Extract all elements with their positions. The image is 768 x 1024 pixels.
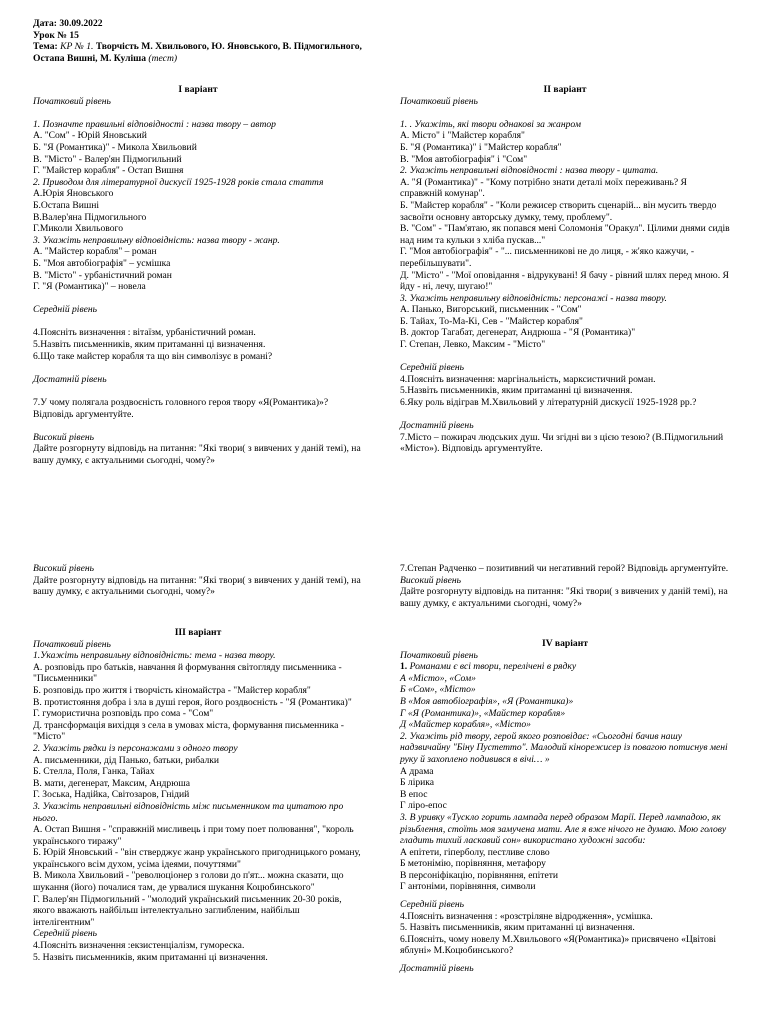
variant-4 <box>400 638 730 975</box>
level-basic: Початковий рівень <box>33 638 111 650</box>
question-6: 6.Що таке майстер корабля та що він символізує в романі? <box>33 350 273 362</box>
option: Г. Валер'ян Підмогильний - "молодий український письменник 20-30 років, якого вважають найбільш інтелектуально заглибленим, найбільш інтелігентним" <box>33 893 342 928</box>
option: В. доктор Тагабат, дегенерат, Андрюша - "Я (Романтика)" <box>400 327 636 339</box>
variant-3 <box>33 627 363 963</box>
option: А епітети, гіперболу, пестливе слово <box>400 846 550 858</box>
topic-line: Тема: КР № 1. Творчість М. Хвильового, Ю. Яновського, В. Підмогильного, Остапа Вишні, М. Куліша (тест) <box>33 41 362 64</box>
question-3: 3. Укажіть неправильну відповідність: персонажі - назва твору. <box>400 292 667 304</box>
level-sufficient: Достатній рівень <box>400 963 474 975</box>
question-7b: 7.Степан Радченко – позитивний чи негативний герой? Відповідь аргументуйте. <box>400 563 729 574</box>
option: Б. Стелла, Поля, Ганка, Тайах <box>33 766 155 778</box>
question-7: 7.Місто – пожирач людських душ. Чи згідні ви з цією тезою? (В.Підмогильний «Місто»). Відповідь аргументуйте. <box>400 431 724 455</box>
question-1: 1. . Укажіть, які твори однакові за жанром <box>400 118 581 130</box>
option: В «Моя автобіографія», «Я (Романтика)» <box>400 695 574 707</box>
lesson-line: Урок № 15 <box>33 29 79 41</box>
option: В. протистояння добра і зла в душі героя, його роздвоєність - "Я (Романтика)" <box>33 696 352 708</box>
option: Б.Остапа Вишні <box>33 199 100 211</box>
option: Г. "Моя автобіографія" - "... письменникові не до лиця, - ж'якo кажучи, - перебільшувати". <box>400 246 695 269</box>
option: А «Місто», «Сом» <box>400 672 476 684</box>
option: В. "Місто" - Валер'ян Підмогильний <box>33 153 182 165</box>
variant-3-title: ІІІ варіант <box>174 627 222 638</box>
variant-4-title: ІV варіант <box>542 638 588 649</box>
level-basic: Початковий рівень <box>33 95 111 107</box>
question-3: 3. Укажіть неправильні відповідність між письменником та цитатою про нього. <box>33 800 344 824</box>
level-sufficient: Достатній рівень <box>33 373 107 385</box>
question-5: 5.Назвіть письменників, яким притаманні ці визначення. <box>400 385 633 397</box>
variant-1 <box>33 84 363 467</box>
question-5: 5. Назвіть письменників, яким притаманні ці визначення. <box>400 922 635 934</box>
option: А.Юрія Яновського <box>33 188 114 200</box>
option: Б. розповідь про життя і творчість кіномайстра - "Майстер корабля" <box>33 684 311 696</box>
question-6: 6.Поясніть, чому новелу М.Хвильового «Я(Романтика)» присвячено «Цвітові яблуні» М.Коцюбинського? <box>400 933 717 957</box>
level-high: Високий рівень <box>33 431 94 443</box>
question-3: 3. Укажіть неправильну відповідність: назва твору - жанр. <box>33 234 280 246</box>
option: В. "Місто" - урбаністичний роман <box>33 269 172 281</box>
option: А. Панько, Вигорський, письменник - "Сом" <box>400 304 582 316</box>
question-2: 2. Укажіть неправильні відповідності : назва твору - цитата. <box>400 165 659 177</box>
level-mid: Середній рівень <box>400 362 465 374</box>
option: Г. Степан, Левко, Максим - "Місто" <box>400 339 546 351</box>
option: Г. Зоська, Надійка, Світозаров, Гнідий <box>33 789 190 801</box>
option: Б лірика <box>400 777 435 789</box>
question-7: 7.У чому полягала роздвоєність головного героя твору «Я(Романтика)»? Відповідь аргументуйте. <box>33 397 329 420</box>
option: Б «Сом», «Місто» <box>400 684 476 696</box>
level-basic: Початковий рівень <box>400 649 478 661</box>
option: А. Місто" і "Майстер корабля" <box>400 130 525 142</box>
option: В. Микола Хвильовий - "революціонер з голови до п'ят... можна сказати, що шукання (його) почалися там, де урвалися шукання Коцюбинського" <box>33 870 344 894</box>
question-5: 5.Назвіть письменників, яким притаманні ці визначення. <box>33 339 266 351</box>
option: Г.Миколи Хвильового <box>33 223 123 235</box>
option: Б. "Я (Романтика)" - Микола Хвильовий <box>33 141 197 153</box>
option: Б. Тайах, То-Ма-Кі, Сев - "Майстер корабля" <box>400 315 583 327</box>
variant-2-title: ІІ варіант <box>543 84 587 95</box>
question-8: Дайте розгорнуту відповідь на питання: "Які твори( з вивчених у даній темі), на вашу думку, є актуальними сьогодні, чому?» <box>33 443 361 466</box>
question-1: 1.Укажіть неправильну відповідність: тема - назва твору. <box>33 650 276 662</box>
question-4: 4.Поясніть визначення : «розстріляне відродження», усмішка. <box>400 910 653 922</box>
question-5: 5. Назвіть письменників, яким притаманні ці визначення. <box>33 951 268 963</box>
level-high: Високий рівень <box>400 574 461 586</box>
level-basic: Початковий рівень <box>400 95 478 107</box>
option: Б. "Майстер корабля" - "Коли режисер створить сценарій... він мусить твердо засвоїти основну авторську думку, тему, проблему". <box>400 199 717 223</box>
option: Г антоніми, порівняння, символи <box>400 881 536 893</box>
question-1: 1. Позначте правильні відповідності : назва твору – автор <box>33 118 276 130</box>
question-3: 3. В уривку «Тускло горить лампада перед образом Марії. Перед лампадою, як різьблення, стоїть моя замучена мати. Але я вже нічого не думаю. Мою голову гладить тихий ласкавий сон» використано художні засоби: <box>400 811 727 847</box>
question-4: 4.Поясніть визначення : вітаїзм, урбаністичний роман. <box>33 327 256 339</box>
option: В. "Сом" - "Пам'ятаю, як попався мені Соломонія "Оракул". Цілими днями сидів над ним та кульки з хліба пускав..." <box>400 223 730 246</box>
option: А. "Сом" - Юрій Яновський <box>33 130 147 142</box>
level-mid: Середній рівень <box>33 304 98 316</box>
option: А. письменники, дід Панько, батьки, рибалки <box>33 754 220 766</box>
option: А. розповідь про батьків, навчання й формування світогляду письменника - "Письменники" <box>33 661 342 685</box>
question-2: 2. Укажіть рядки із персонажами з одного твору <box>33 742 238 754</box>
question-4: 4.Поясніть визначення :екзистенціалізм, гумореска. <box>33 940 245 952</box>
level-high: Високий рівень <box>33 563 94 574</box>
option: В. "Моя автобіографія" і "Сом" <box>400 153 528 165</box>
option: А драма <box>400 765 434 777</box>
option: Б. "Я (Романтика)" і "Майстер корабля" <box>400 141 562 153</box>
variant-2-continued <box>400 563 730 609</box>
option: Б. Юрій Яновський - "він стверджує жанр українського пригодницького роману, українського всім духом, усіма ідеями, почуттями" <box>33 847 361 870</box>
option: Г. "Я (Романтика)" – новела <box>33 281 146 293</box>
variant-2 <box>400 84 730 455</box>
level-mid: Середній рівень <box>400 899 465 911</box>
option: Б метонімію, порівняння, метафору <box>400 858 546 870</box>
option: В епос <box>400 788 428 800</box>
question-6: 6.Яку роль відіграв М.Хвильовий у літературній дискусії 1925-1928 рр.? <box>400 397 697 409</box>
option: Г ліро-епос <box>400 800 447 812</box>
option: А. "Я (Романтика)" - "Кому потрібно знати деталі моїх переживань? Я справжній комунар". <box>400 176 687 200</box>
option: Б. "Моя автобіографія" – усмішка <box>33 257 171 269</box>
question-8: Дайте розгорнуту відповідь на питання: "Які твори( з вивчених у даній темі), на вашу думку, є актуальними сьогодні, чому?» <box>400 586 728 609</box>
variant-1-title: І варіант <box>178 84 218 95</box>
document-header <box>33 18 363 64</box>
level-sufficient: Достатній рівень <box>400 420 474 432</box>
option: В персоніфікацію, порівняння, епітети <box>400 869 559 881</box>
question-2: 2. Укажіть рід твору, герой якого розповідає: «Сьогодні бачив нашу надзвичайну "Біну Пустетто". Малодий кінорежисер із повагою потиснув мені руку й захоплено подивився в вічі… » <box>400 730 728 765</box>
question-4: 4.Поясніть визначення: маргінальність, марксистичний роман. <box>400 373 656 385</box>
option: Д. трансформація вихідця з села в умовах міста, формування письменника - "Місто" <box>33 719 344 743</box>
option: Г. гумористична розповідь про сома - "Сом" <box>33 708 214 720</box>
option: Г. "Майстер корабля" - Остап Вишня <box>33 165 184 177</box>
option: Д. "Місто" - "Мої оповідання - вiдрукувані! Я бачу - рівний шлях перед мною. Я йду - ні, лечу, шугаю!" <box>400 269 729 293</box>
option: Д «Майстер корабля», «Місто» <box>400 719 531 731</box>
question-1: 1. Романами є всі твори, перелічені в рядку <box>400 661 577 673</box>
question-2: 2. Приводом для літературної дискусії 1925-1928 років стала стаття <box>33 176 324 188</box>
option: В.Валер'яна Підмогильного <box>33 211 147 223</box>
option: Г «Я (Романтика)», «Майстер корабля» <box>400 707 566 719</box>
option: А. "Майстер корабля" – роман <box>33 246 157 258</box>
question-8: Дайте розгорнуту відповідь на питання: "Які твори( з вивчених у даній темі), на вашу думку, є актуальними сьогодні, чому?» <box>33 574 361 598</box>
date-line: Дата: 30.09.2022 <box>33 18 103 29</box>
level-mid: Середній рівень <box>33 928 98 940</box>
option: В. мати, дегенерат, Максим, Андрюша <box>33 777 191 789</box>
option: А. Остап Вишня - "справжній мисливець і при тому поет полювання", "король українського тиражу" <box>33 824 354 847</box>
variant-1-high-repeat <box>33 563 363 598</box>
